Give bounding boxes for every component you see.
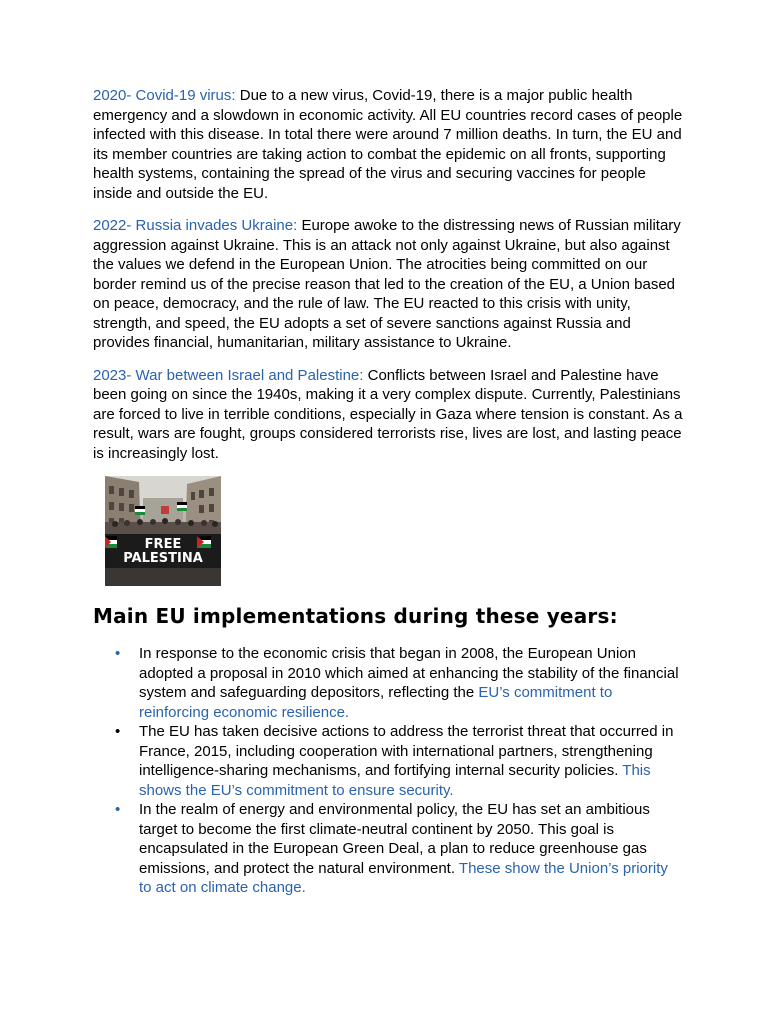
section-heading: 2023- War between Israel and Palestine: [93, 366, 364, 384]
implementations-list [93, 644, 683, 898]
banner-text-palestina: PALESTINA [123, 551, 203, 566]
implementations-title: Main EU implementations during these years: [93, 604, 618, 628]
bullet-icon: • [115, 801, 121, 818]
banner-text-free: FREE [144, 537, 182, 552]
list-item-text: In the realm of energy and environmental policy, the EU has set an ambitious target to become the first climate-neutral continent by 2050. This goal is encapsulated in the European Green Deal, a plan to reduce greenhouse gas emissions, and protect the natural environment. [139, 801, 650, 877]
section-heading: 2022- Russia invades Ukraine: [93, 217, 298, 234]
list-item-highlight: EU’s commitment to reinforcing economic resilience. [139, 684, 613, 721]
protest-photo [105, 476, 221, 586]
section-russia-ukraine [93, 216, 683, 353]
list-item [93, 722, 683, 800]
section-body: Conflicts between Israel and Palestine have been going on since the 1940s, making it a very complex dispute. Currently, Palestinians are forced to live in terrible conditions, especially in Gaza where tension is constant. As a result, wars are fought, groups considered terrorists rise, lives are lost, and lasting peace is increasingly lost. [93, 366, 683, 462]
section-israel-palestine [93, 366, 683, 464]
section-heading: 2020- Covid-19 virus: [93, 87, 236, 104]
bullet-icon: • [115, 645, 121, 662]
section-covid [93, 86, 683, 203]
list-item-highlight: These show the Union’s priority to act on climate change. [139, 859, 668, 896]
section-body: Due to a new virus, Covid-19, there is a major public health emergency and a slowdown in economic activity. All EU countries record cases of people infected with this disease. In total there were around 7 million deaths. In turn, the EU and its member countries are taking action to combat the epidemic on all fronts, supporting health systems, containing the spread of the virus and securing vaccines for people inside and outside the EU. [93, 87, 683, 202]
list-item-text: In response to the economic crisis that began in 2008, the European Union adopted a proposal in 2010 which aimed at enhancing the stability of the financial system and safeguarding depositors, reflecting the [139, 645, 679, 701]
section-body: Europe awoke to the distressing news of Russian military aggression against Ukraine. This is an attack not only against Ukraine, but also against the values we defend in the European Union. The atrocities being committed on our border remind us of the precise reason that led to the creation of the EU, a Union based on peace, democracy, and the rule of law. The EU reacted to this crisis with unity, strength, and speed, the EU adopts a set of severe sanctions against Russia and provides financial, humanitarian, military assistance to Ukraine. [93, 217, 681, 351]
list-item-highlight: This shows the EU’s commitment to ensure security. [139, 762, 651, 799]
list-item [93, 800, 683, 898]
list-item-text: The EU has taken decisive actions to address the terrorist threat that occurred in France, 2015, including cooperation with international partners, strengthening intelligence-sharing mechanisms, and fortifying internal security policies. [139, 723, 674, 779]
document-page [93, 86, 683, 898]
bullet-icon: • [115, 723, 121, 740]
list-item [93, 644, 683, 722]
